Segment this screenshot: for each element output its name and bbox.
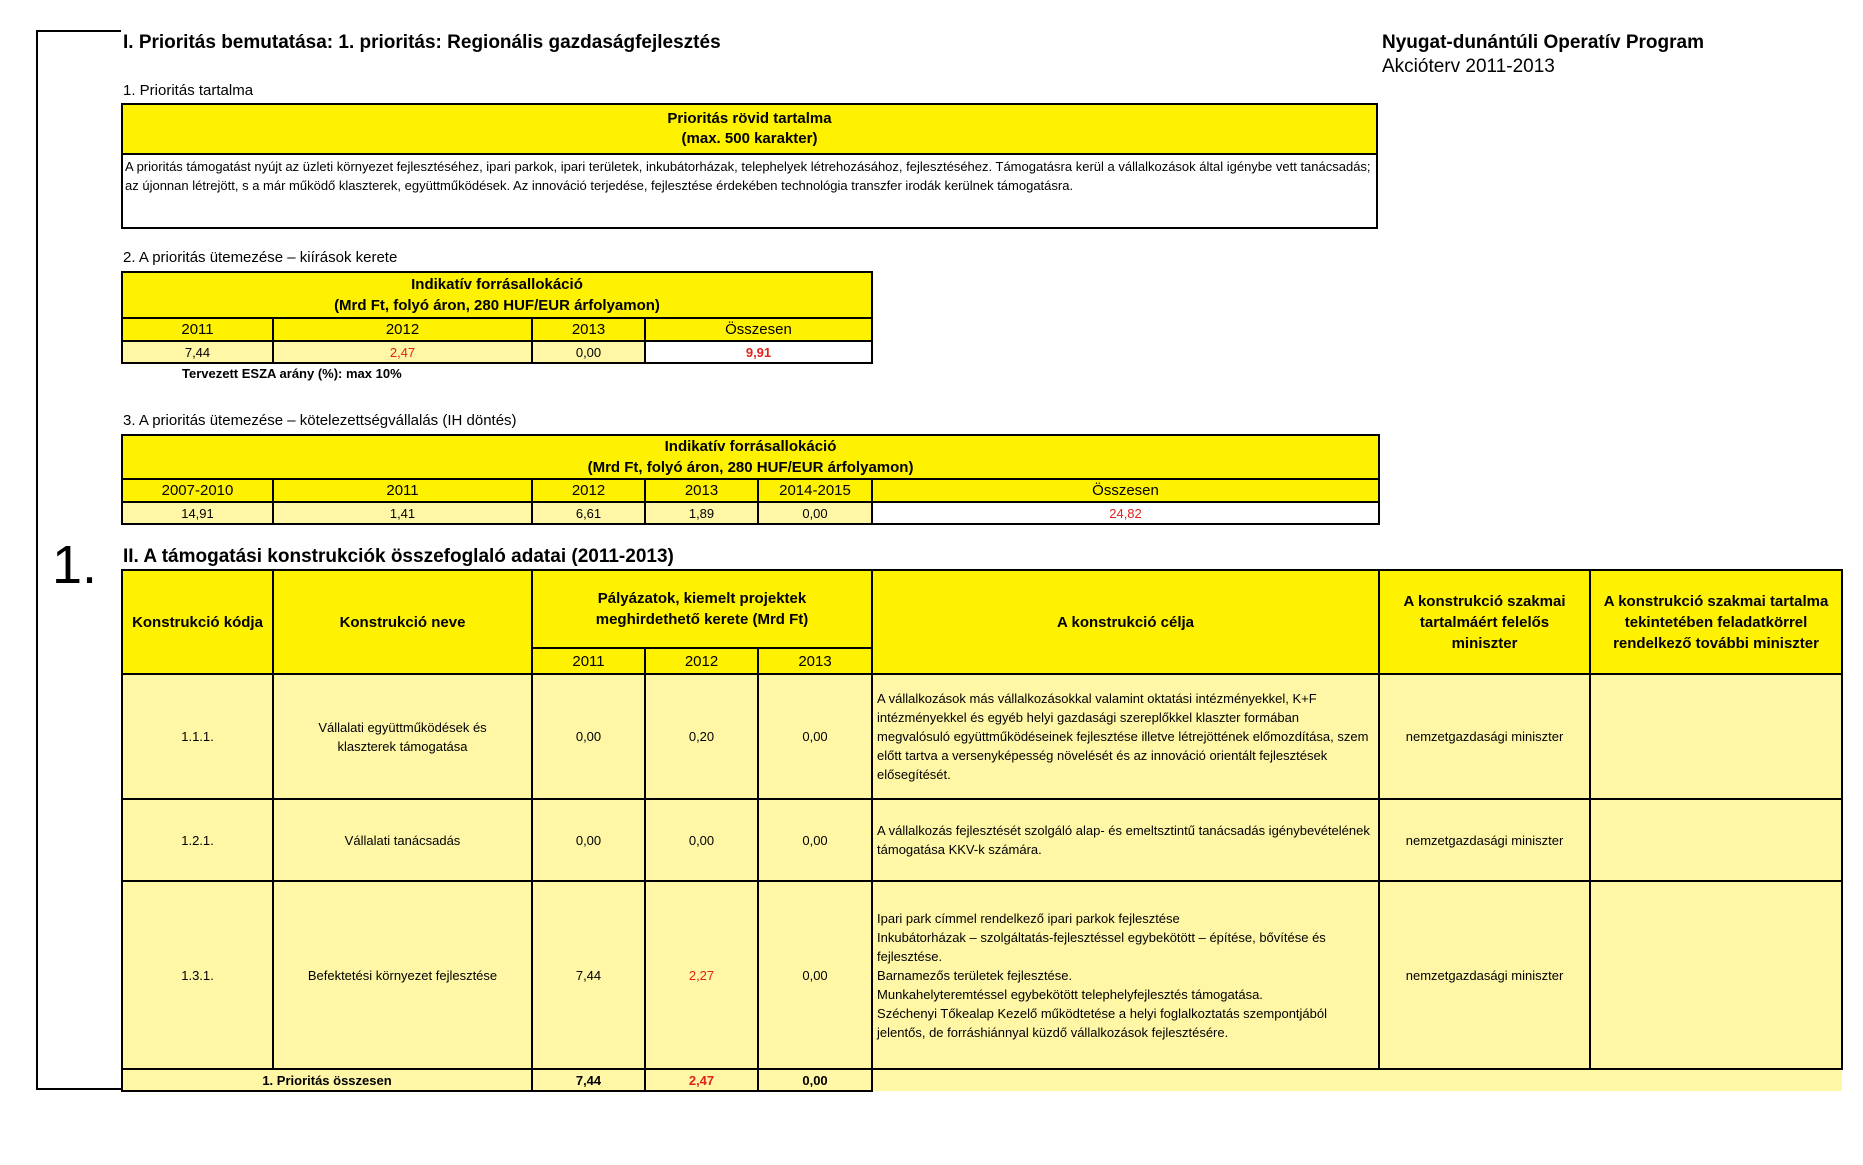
page-title: I. Prioritás bemutatása: 1. prioritás: Regionális gazdaságfejlesztés	[123, 32, 721, 53]
allocation-header	[122, 435, 1379, 479]
value-cell: 2,27	[645, 881, 758, 1069]
table-row	[122, 799, 1842, 881]
total-value-cell: 9,91	[645, 341, 872, 363]
value-cell: 6,61	[532, 502, 645, 524]
value-cell: 1,89	[645, 502, 758, 524]
other-minister-cell	[1590, 881, 1842, 1069]
other-minister-cell	[1590, 799, 1842, 881]
column-header: 2011	[122, 318, 273, 341]
frame-header: Pályázatok, kiemelt projektek meghirdethető kerete (Mrd Ft)	[532, 570, 872, 648]
year-header: 2013	[758, 648, 872, 674]
value-cell: 0,00	[532, 674, 645, 799]
value-cell: 7,44	[532, 881, 645, 1069]
value-cell: 0,00	[532, 341, 645, 363]
column-header: Összesen	[872, 479, 1379, 502]
purpose-cell: A vállalkozás fejlesztését szolgáló alap- és emeltsztintű tanácsadás igénybevételének támogatása KKV-k számára.	[872, 799, 1379, 881]
value-cell: 2,47	[273, 341, 532, 363]
section2-title: 2. A prioritás ütemezése – kiírások kerete	[123, 249, 398, 266]
purpose-line: Széchenyi Tőkealap Kezelő működtetése a helyi foglalkoztatás szempontjából jelentős, de forráshiánnyal küzdő vállalkozások fejlesztésére.	[877, 1005, 1328, 1040]
section3-title: 3. A prioritás ütemezése – kötelezettségvállalás (IH döntés)	[123, 412, 517, 429]
column-header: 2011	[273, 479, 532, 502]
allocation-header	[122, 272, 872, 318]
column-header: 2013	[532, 318, 645, 341]
name-cell: Vállalati együttműködések és klaszterek támogatása	[273, 674, 532, 799]
purpose-line: Barnamezős területek fejlesztése.	[877, 967, 1073, 983]
header-line2: (max. 500 karakter)	[681, 130, 818, 147]
section-ii-title: II. A támogatási konstrukciók összefoglaló adatai (2011-2013)	[123, 546, 674, 567]
constructions-table	[121, 569, 1843, 1092]
minister-cell: nemzetgazdasági miniszter	[1379, 799, 1590, 881]
table-row	[122, 881, 1842, 1069]
total-row-filler	[872, 1069, 1842, 1091]
purpose-cell: A vállalkozások más vállalkozásokkal valamint oktatási intézményekkel, K+F intézményekkel és egyéb helyi gazdasági szereplőkkel klaszter formában megvalósuló együttműködéseinek fejlesztése illetve létrejöttének előmozdítása, szem előtt tartva a versenyképesség növelését és az innováció orientált fejlesztések elősegítését.	[872, 674, 1379, 799]
name-header: Konstrukció neve	[273, 570, 532, 674]
column-header: Összesen	[645, 318, 872, 341]
table-row	[122, 674, 1842, 799]
page-number: 1.	[52, 535, 98, 595]
year-header: 2012	[645, 648, 758, 674]
minister-header: A konstrukció szakmai tartalmáért felelős miniszter	[1379, 570, 1590, 674]
code-cell: 1.1.1.	[122, 674, 273, 799]
total-value-cell: 7,44	[532, 1069, 645, 1091]
purpose-header: A konstrukció célja	[872, 570, 1379, 674]
program-subtitle: Akcióterv 2011-2013	[1382, 56, 1555, 77]
column-header: 2014-2015	[758, 479, 872, 502]
value-cell: 0,00	[758, 674, 872, 799]
priority-content-table	[121, 103, 1378, 229]
value-cell: 7,44	[122, 341, 273, 363]
schedule-commitment-table	[121, 434, 1380, 525]
code-cell: 1.3.1.	[122, 881, 273, 1069]
column-header: 2012	[273, 318, 532, 341]
header-line2: (Mrd Ft, folyó áron, 280 HUF/EUR árfolyamon)	[334, 297, 660, 314]
header-line2: (Mrd Ft, folyó áron, 280 HUF/EUR árfolyamon)	[587, 459, 914, 476]
code-cell: 1.2.1.	[122, 799, 273, 881]
priority-content-body: A prioritás támogatást nyújt az üzleti környezet fejlesztéséhez, ipari parkok, ipari területek, inkubátorházak, telephelyek létrehozásához, fejlesztéséhez. Támogatásra kerül a vállalkozások által igénybe vett tanácsadás; az újonnan létrejött, s a már működő klaszterek, együttműködések. Az innováció terjedése, fejlesztése érdekében technológia transzfer irodák kerülnek támogatásra.	[122, 154, 1377, 228]
other-minister-header: A konstrukció szakmai tartalma tekintetében feladatkörrel rendelkező további miniszter	[1590, 570, 1842, 674]
year-header: 2011	[532, 648, 645, 674]
minister-cell: nemzetgazdasági miniszter	[1379, 881, 1590, 1069]
code-header: Konstrukció kódja	[122, 570, 273, 674]
priority-content-header	[122, 104, 1377, 154]
schedule-calls-table	[121, 271, 873, 364]
header-line1: Indikatív forrásallokáció	[664, 438, 837, 455]
total-value-cell: 0,00	[758, 1069, 872, 1091]
value-cell: 0,00	[532, 799, 645, 881]
column-header: 2013	[645, 479, 758, 502]
total-label: 1. Prioritás összesen	[122, 1069, 532, 1091]
value-cell: 0,00	[758, 881, 872, 1069]
esza-ratio-note: Tervezett ESZA arány (%): max 10%	[182, 366, 402, 381]
value-cell: 0,00	[758, 502, 872, 524]
header-line1: Indikatív forrásallokáció	[411, 276, 583, 293]
value-cell: 0,20	[645, 674, 758, 799]
total-row	[122, 1069, 1842, 1091]
minister-cell: nemzetgazdasági miniszter	[1379, 674, 1590, 799]
purpose-cell	[872, 881, 1379, 1069]
value-cell: 0,00	[645, 799, 758, 881]
value-cell: 1,41	[273, 502, 532, 524]
total-value-cell: 2,47	[645, 1069, 758, 1091]
column-header: 2012	[532, 479, 645, 502]
name-cell: Befektetési környezet fejlesztése	[273, 881, 532, 1069]
purpose-line: Inkubátorházak – szolgáltatás-fejlesztéssel egybekötött – építése, bővítése és fejlesztése.	[877, 929, 1326, 964]
section1-title: 1. Prioritás tartalma	[123, 82, 254, 99]
other-minister-cell	[1590, 674, 1842, 799]
name-cell: Vállalati tanácsadás	[273, 799, 532, 881]
purpose-line: Munkahelyteremtéssel egybekötött telephelyfejlesztés támogatása.	[877, 986, 1263, 1002]
column-header: 2007-2010	[122, 479, 273, 502]
value-cell: 14,91	[122, 502, 273, 524]
value-cell: 0,00	[758, 799, 872, 881]
program-title: Nyugat-dunántúli Operatív Program	[1382, 32, 1704, 53]
purpose-line: Ipari park címmel rendelkező ipari parkok fejlesztése	[877, 910, 1180, 926]
total-value-cell: 24,82	[872, 502, 1379, 524]
header-line1: Prioritás rövid tartalma	[667, 110, 832, 127]
